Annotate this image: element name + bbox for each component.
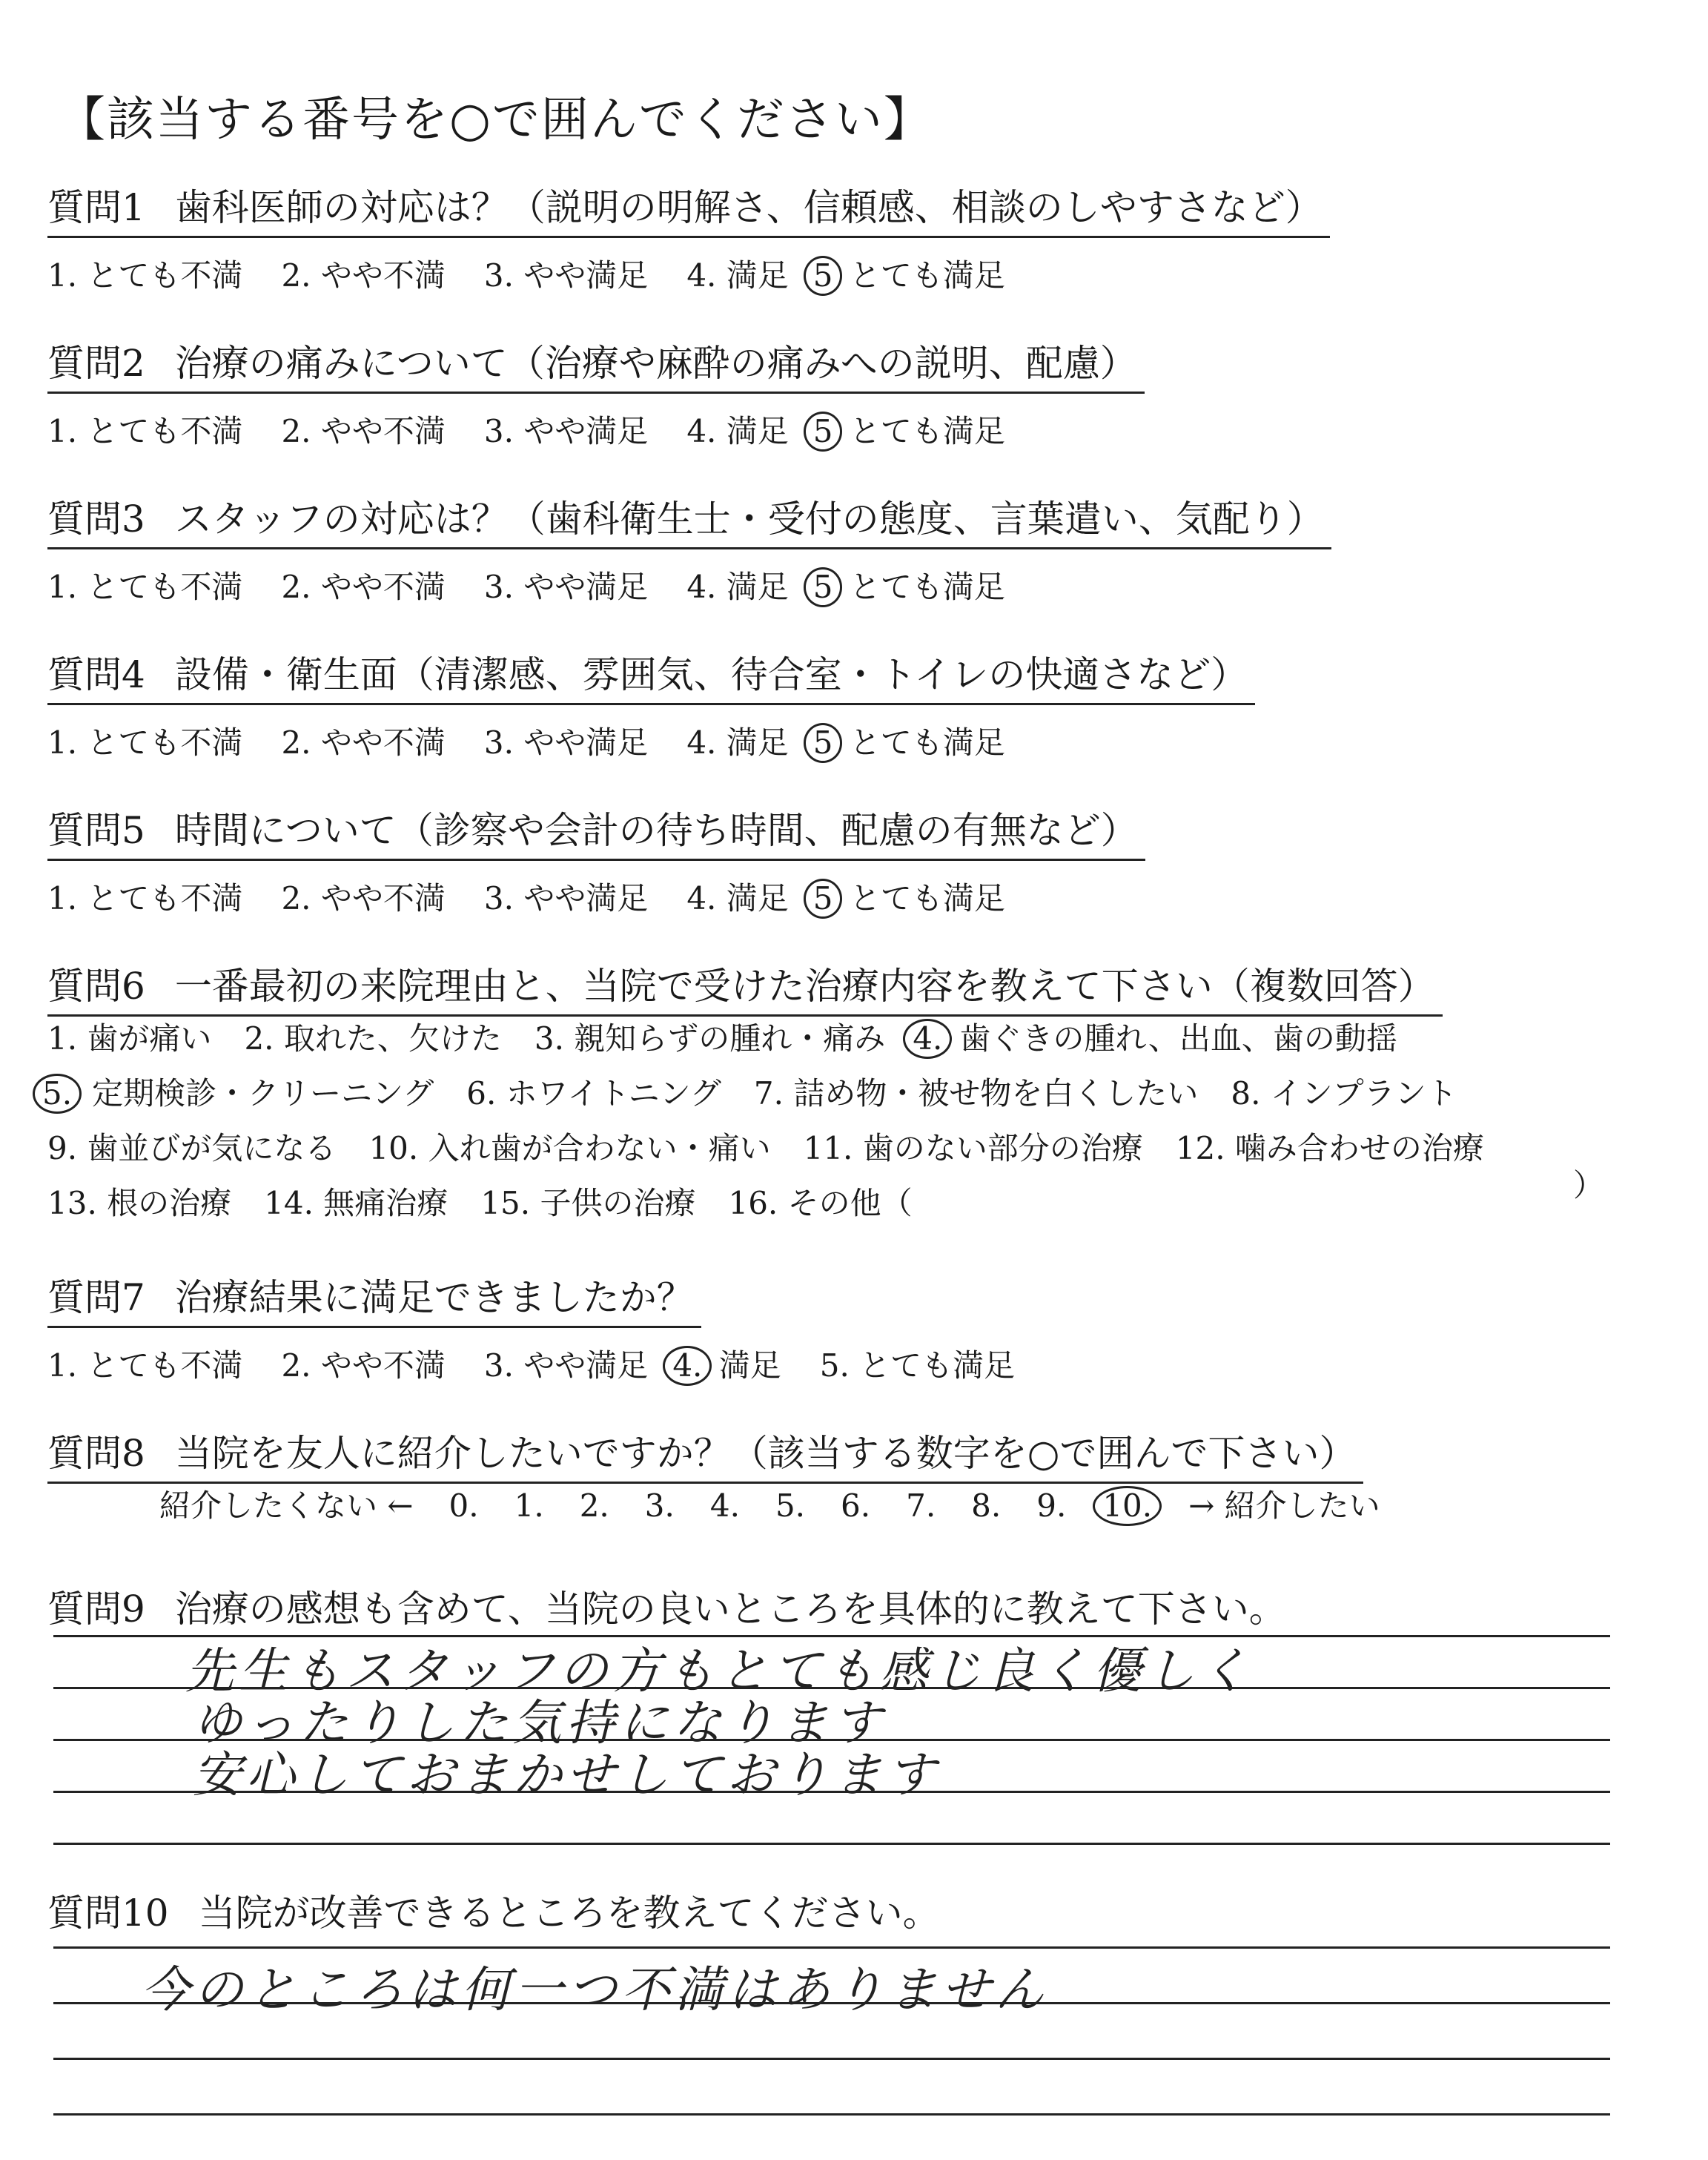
scale-left-label: 紹介したくない ← [159,1487,414,1524]
question-number: 質問4 [47,653,145,696]
q6-other-close-paren: ） [1572,1167,1604,1203]
question-text: 時間について（診察や会計の待ち時間、配慮の有無など） [174,809,1138,852]
q6-option[interactable]: 9. 歯並びが気になる [47,1130,337,1166]
rating-option-5-label: とても満足 [839,257,1005,294]
q6-options-row-2 [33,1069,1457,1114]
rating-option-3[interactable]: 3. やや満足 [483,569,649,605]
question-number: 質問5 [47,809,145,852]
q6-option[interactable]: 1. 歯が痛い [47,1020,212,1057]
rating-option-1[interactable]: 1. とても不満 [47,1347,243,1384]
rating-row [47,874,1145,919]
question-number: 質問7 [47,1276,145,1319]
rating-option-2[interactable]: 2. やや不満 [281,569,446,605]
rating-option-5-selected[interactable]: 5 [804,879,843,919]
question-6 [47,957,1443,1017]
rating-option-5[interactable]: 5. とても満足 [819,1347,1016,1384]
question-3-heading [47,489,1331,549]
rating-row [47,563,1331,607]
question-text: 治療の感想も含めて、当院の良いところを具体的に教えて下さい。 [174,1588,1286,1631]
question-text: 当院を友人に紹介したいですか？（該当する数字を○で囲んで下さい） [174,1432,1357,1475]
rating-row [47,251,1330,296]
question-3 [47,489,1331,607]
rating-option-5-label: とても満足 [839,880,1005,916]
rating-option-2[interactable]: 2. やや不満 [281,413,446,449]
rating-option-1[interactable]: 1. とても不満 [47,257,243,294]
question-text: 治療の痛みについて（治療や麻酔の痛みへの説明、配慮） [174,342,1137,385]
rating-option-5-label: とても満足 [839,569,1005,605]
q6-option[interactable]: 10. 入れ歯が合わない・痛い [368,1130,771,1166]
question-4-heading [47,645,1255,705]
answer-line [53,2113,1610,2116]
rating-option-1[interactable]: 1. とても不満 [47,569,243,605]
question-1-heading [47,178,1330,238]
question-number: 質問9 [47,1588,145,1631]
question-2-heading [47,334,1145,394]
rating-option-3[interactable]: 3. やや満足 [483,880,649,916]
q6-option-4-selected[interactable]: 4. [903,1019,952,1059]
question-5-heading [47,801,1145,861]
question-8-heading [47,1424,1363,1484]
q6-option[interactable]: 15. 子供の治療 [480,1185,696,1221]
q6-option[interactable]: 3. 親知らずの腫れ・痛み [534,1020,886,1057]
rating-option-3[interactable]: 3. やや満足 [483,413,649,449]
q6-option-4-label: 歯ぐきの腫れ、出血、歯の動揺 [959,1020,1397,1057]
rating-option-5-label: とても満足 [839,413,1005,449]
rating-option-5-selected[interactable]: 5 [804,412,843,452]
q6-option-5-label: 定期検診・クリーニング [92,1075,434,1112]
rating-option-3[interactable]: 3. やや満足 [483,1347,649,1384]
handwritten-answer-line-2: ゆったりした気持になります [193,1694,887,1751]
scale-8[interactable]: 8. [971,1487,1002,1524]
question-text: 一番最初の来院理由と、当院で受けた治療内容を教えて下さい（複数回答） [174,965,1435,1008]
rating-option-4[interactable]: 4. 満足 [686,257,789,294]
question-6-heading [47,957,1443,1017]
rating-option-1[interactable]: 1. とても不満 [47,880,243,916]
scale-9[interactable]: 9. [1036,1487,1067,1524]
q6-options-row-4 [47,1179,913,1223]
scale-10-selected[interactable]: 10. [1093,1486,1162,1526]
q6-options-row-3 [47,1124,1484,1169]
answer-line [53,1946,1610,1949]
question-4 [47,645,1255,763]
question-5 [47,801,1145,919]
question-10-heading [47,1883,940,1937]
rating-row [47,1341,1015,1386]
question-number: 質問10 [47,1892,169,1935]
question-10 [47,1883,940,1937]
q6-options-row-1 [47,1014,1397,1059]
rating-row [47,719,1255,763]
scale-5[interactable]: 5. [775,1487,806,1524]
question-text: 当院が改善できるところを教えてください。 [198,1892,940,1935]
q6-option[interactable]: 11. 歯のない部分の治療 [803,1130,1143,1166]
scale-0[interactable]: 0. [448,1487,479,1524]
handwritten-answer-line-1: 先生もスタッフの方もとても感じ良く優しく [185,1642,1253,1700]
rating-option-4[interactable]: 4. 満足 [686,880,789,916]
question-number: 質問3 [47,498,145,541]
scale-right-label: → 紹介したい [1188,1487,1380,1524]
rating-option-5-selected[interactable]: 5 [804,567,843,607]
rating-option-2[interactable]: 2. やや不満 [281,724,446,761]
rating-option-5-label: とても満足 [839,724,1005,761]
handwritten-answer-line-1: 今のところは何一つ不満はありません [141,1961,1048,2018]
question-number: 質問6 [47,965,145,1008]
q6-option[interactable]: 8. インプラント [1231,1075,1457,1112]
rating-option-2[interactable]: 2. やや不満 [281,880,446,916]
question-text: 治療結果に満足できましたか？ [174,1276,694,1319]
q6-option[interactable]: 7. 詰め物・被せ物を白くしたい [753,1075,1199,1112]
rating-row [47,407,1145,452]
rating-option-4[interactable]: 4. 満足 [686,724,789,761]
rating-option-4[interactable]: 4. 満足 [686,569,789,605]
answer-line [53,1843,1610,1845]
rating-option-3[interactable]: 3. やや満足 [483,257,649,294]
scale-2[interactable]: 2. [579,1487,609,1524]
q6-option[interactable]: 13. 根の治療 [47,1185,232,1221]
question-9-heading [47,1579,1286,1633]
q6-option-other[interactable]: 16. その他（ [728,1185,913,1221]
rating-option-2[interactable]: 2. やや不満 [281,257,446,294]
rating-option-5-selected[interactable]: 5 [804,256,843,296]
rating-option-3[interactable]: 3. やや満足 [483,724,649,761]
rating-option-4-selected[interactable]: 4. [663,1346,712,1386]
rating-option-1[interactable]: 1. とても不満 [47,724,243,761]
question-8 [47,1424,1363,1484]
rating-option-1[interactable]: 1. とても不満 [47,413,243,449]
question-7 [47,1268,1015,1386]
recommend-scale [159,1482,1380,1526]
rating-option-4-label: 満足 [709,1347,781,1384]
question-number: 質問8 [47,1432,145,1475]
rating-option-5-selected[interactable]: 5 [804,723,843,763]
question-text: スタッフの対応は？（歯科衛生士・受付の態度、言葉遣い、気配り） [174,498,1324,541]
question-text: 設備・衛生面（清潔感、雰囲気、待合室・トイレの快適さなど） [174,653,1248,696]
answer-line [53,2058,1610,2060]
question-text: 歯科医師の対応は？（説明の明解さ、信頼感、相談のしやすさなど） [174,186,1323,229]
scale-3[interactable]: 3. [644,1487,675,1524]
rating-option-2[interactable]: 2. やや不満 [281,1347,446,1384]
page-title: 【該当する番号を○で囲んでください】 [58,93,933,148]
q6-option[interactable]: 14. 無痛治療 [264,1185,448,1221]
scale-1[interactable]: 1. [514,1487,544,1524]
question-1 [47,178,1330,296]
question-7-heading [47,1268,701,1328]
handwritten-answer-line-3: 安心しておまかせしております [193,1746,940,1803]
question-number: 質問1 [47,186,145,229]
question-9 [47,1579,1286,1633]
q6-option[interactable]: 12. 噛み合わせの治療 [1175,1130,1484,1166]
question-number: 質問2 [47,342,145,385]
q6-option[interactable]: 6. ホワイトニング [466,1075,721,1112]
rating-option-4[interactable]: 4. 満足 [686,413,789,449]
q6-option[interactable]: 2. 取れた、欠けた [244,1020,502,1057]
scale-6[interactable]: 6. [841,1487,871,1524]
q6-option-5-selected[interactable]: 5. [33,1074,82,1114]
scale-4[interactable]: 4. [709,1487,740,1524]
question-2 [47,334,1145,452]
scale-7[interactable]: 7. [906,1487,936,1524]
